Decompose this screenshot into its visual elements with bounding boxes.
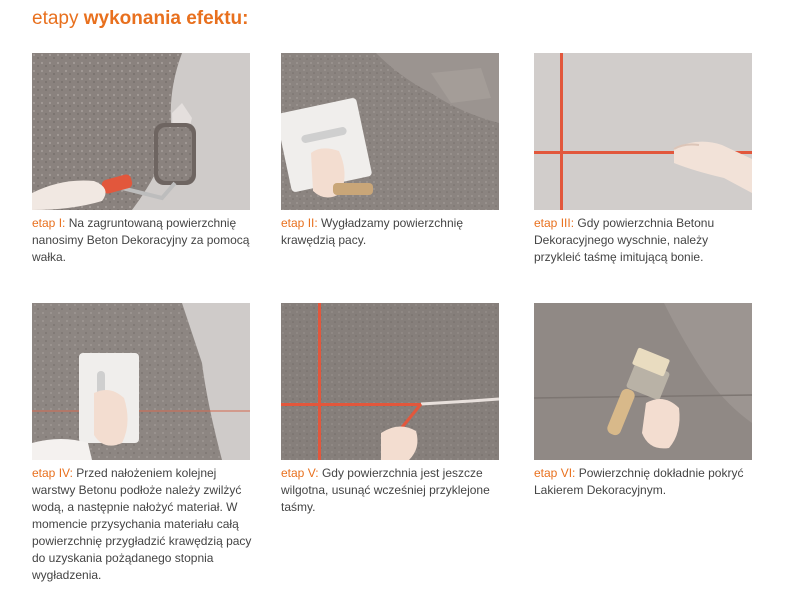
step-1-caption bbox=[32, 215, 254, 266]
tape-removal-illustration bbox=[281, 303, 499, 460]
step-1-label: etap I: bbox=[32, 216, 66, 230]
step-3-caption bbox=[534, 215, 756, 266]
step-2-caption bbox=[281, 215, 503, 249]
trowel-second-layer-photo bbox=[32, 303, 250, 460]
step-6-text: Powierzchnię dokładnie pokryć Lakierem Dekoracyjnym. bbox=[534, 466, 744, 497]
varnish-brush-illustration bbox=[534, 303, 752, 460]
step-6-label: etap VI: bbox=[534, 466, 576, 480]
step-4-caption bbox=[32, 465, 254, 584]
step-4-text: Przed nałożeniem kolejnej warstwy Betonu podłoże należy zwilżyć wodą, a następnie nałożyć materiał. W momencie przysychania materiału całą powierzchnię przygładzić krawędzią pacy do uzyskania pożądanego stopnia wygładzenia. bbox=[32, 466, 252, 582]
step-5-caption bbox=[281, 465, 503, 516]
paint-roller-illustration bbox=[32, 53, 250, 210]
trowel-second-layer-illustration bbox=[32, 303, 250, 460]
tape-removal-photo bbox=[281, 303, 499, 460]
step-2-label: etap II: bbox=[281, 216, 318, 230]
step-3-text: Gdy powierzchnia Betonu Dekoracyjnego wyschnie, należy przykleić taśmę imitującą bonie. bbox=[534, 216, 715, 264]
step-1-text: Na zagruntowaną powierzchnię nanosimy Beton Dekoracyjny za pomocą wałka. bbox=[32, 216, 250, 264]
page-title-lead: etapy bbox=[32, 8, 79, 29]
varnish-brush-photo bbox=[534, 303, 752, 460]
tape-application-photo bbox=[534, 53, 752, 210]
step-3-label: etap III: bbox=[534, 216, 575, 230]
step-5-text: Gdy powierzchnia jest jeszcze wilgotna, usunąć wcześniej przyklejone taśmy. bbox=[281, 466, 490, 514]
page-title bbox=[32, 8, 248, 30]
page-title-emphasis: wykonania efektu: bbox=[83, 8, 249, 29]
trowel-smoothing-illustration bbox=[281, 53, 499, 210]
step-6-caption bbox=[534, 465, 756, 499]
paint-roller-photo bbox=[32, 53, 250, 210]
step-4-label: etap IV: bbox=[32, 466, 73, 480]
step-5-label: etap V: bbox=[281, 466, 319, 480]
tape-application-illustration bbox=[534, 53, 752, 210]
trowel-smoothing-photo bbox=[281, 53, 499, 210]
step-2-text: Wygładzamy powierzchnię krawędzią pacy. bbox=[281, 216, 463, 247]
